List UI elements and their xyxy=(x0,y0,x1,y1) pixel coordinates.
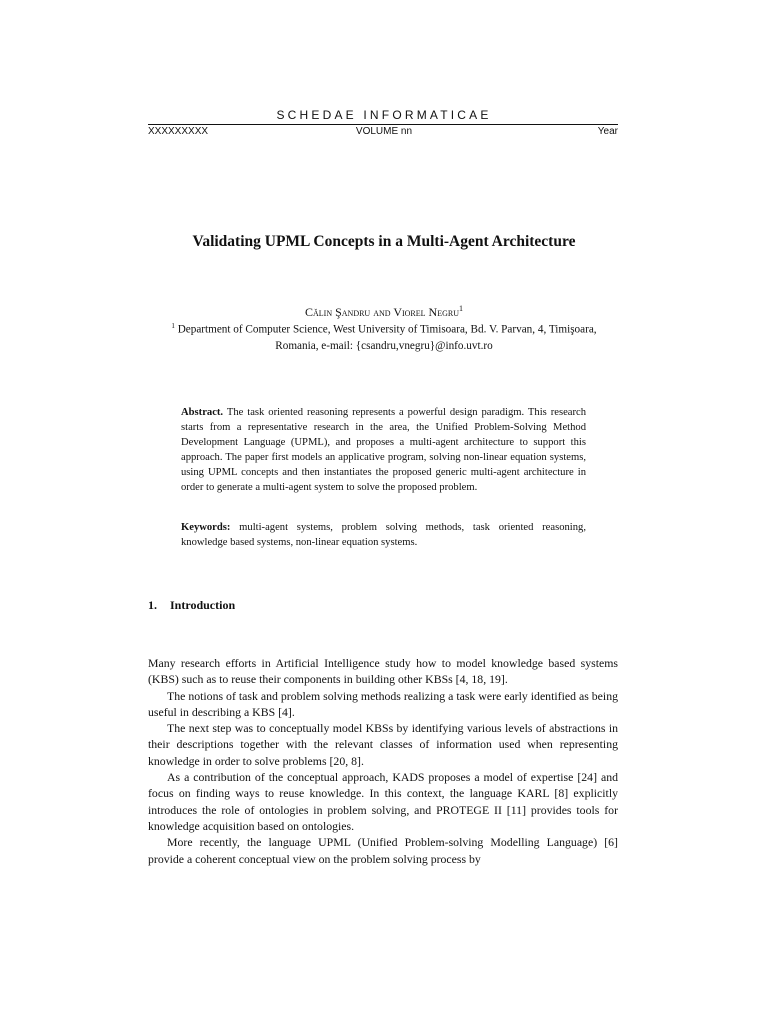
abstract xyxy=(181,405,586,496)
section-number: 1. xyxy=(148,598,157,612)
affiliation xyxy=(150,318,618,354)
paragraph: The next step was to conceptually model KBSs by identifying various levels of abstractions in their descriptions together with the relevant classes of information used when representing knowledge in order to solve problems [20, 8]. xyxy=(148,721,618,768)
abstract-text: The task oriented reasoning represents a powerful design paradigm. This research starts from a representative research in the area, the Unified Problem-Solving Method Development Language (UPML), and proposes a multi-agent architecture to support this approach. The paper first models an applicative program, solving non-linear equation systems, using UPML concepts and then instantiates the proposed generic multi-agent architecture in order to generate a multi-agent system to solve the proposed problem. xyxy=(181,407,586,494)
keywords-text: multi-agent systems, problem solving methods, task oriented reasoning, knowledge based systems, non-linear equation systems. xyxy=(181,522,586,549)
header-year: Year xyxy=(597,126,618,137)
paragraph: Many research efforts in Artificial Intelligence study how to model knowledge based systems (KBS) such as to reuse their components in building other KBSs [4, 18, 19]. xyxy=(148,656,618,687)
keywords-label: Keywords: xyxy=(181,522,231,533)
keywords xyxy=(181,520,586,550)
section-title: Introduction xyxy=(170,598,236,612)
author-names: Călin Şandru and Viorel Negru xyxy=(304,305,459,319)
paper-title: Validating UPML Concepts in a Multi-Agent Architecture xyxy=(192,233,576,250)
paragraph: As a contribution of the conceptual approach, KADS proposes a model of expertise [24] and focus on finding ways to reuse knowledge. In this context, the language KARL [8] explicitly introduces the role of ontologies in problem solving, and PROTEGE II [11] provides tools for knowledge acquisition based on ontologies. xyxy=(148,770,618,833)
section-heading xyxy=(148,598,235,613)
header-volume: VOLUME nn xyxy=(355,126,413,137)
header-left: XXXXXXXXX xyxy=(148,126,209,137)
header-rule xyxy=(148,124,618,125)
author-affiliation-marker: 1 xyxy=(459,304,463,313)
journal-name: SCHEDAE INFORMATICAE xyxy=(276,108,492,122)
paragraph: The notions of task and problem solving methods realizing a task were early identified as being useful in describing a KBS [4]. xyxy=(148,688,618,719)
affiliation-text: Department of Computer Science, West University of Timisoara, Bd. V. Parvan, 4, Timişoara, Romania, e-mail: {csandru,vnegru}@info.uvt.ro xyxy=(177,323,597,352)
paragraph: More recently, the language UPML (Unified Problem-solving Modelling Language) [6] provide a coherent conceptual view on the problem solving process by xyxy=(148,835,618,866)
affiliation-marker: 1 xyxy=(171,322,175,330)
abstract-label: Abstract. xyxy=(181,407,224,418)
body-text xyxy=(148,655,618,867)
